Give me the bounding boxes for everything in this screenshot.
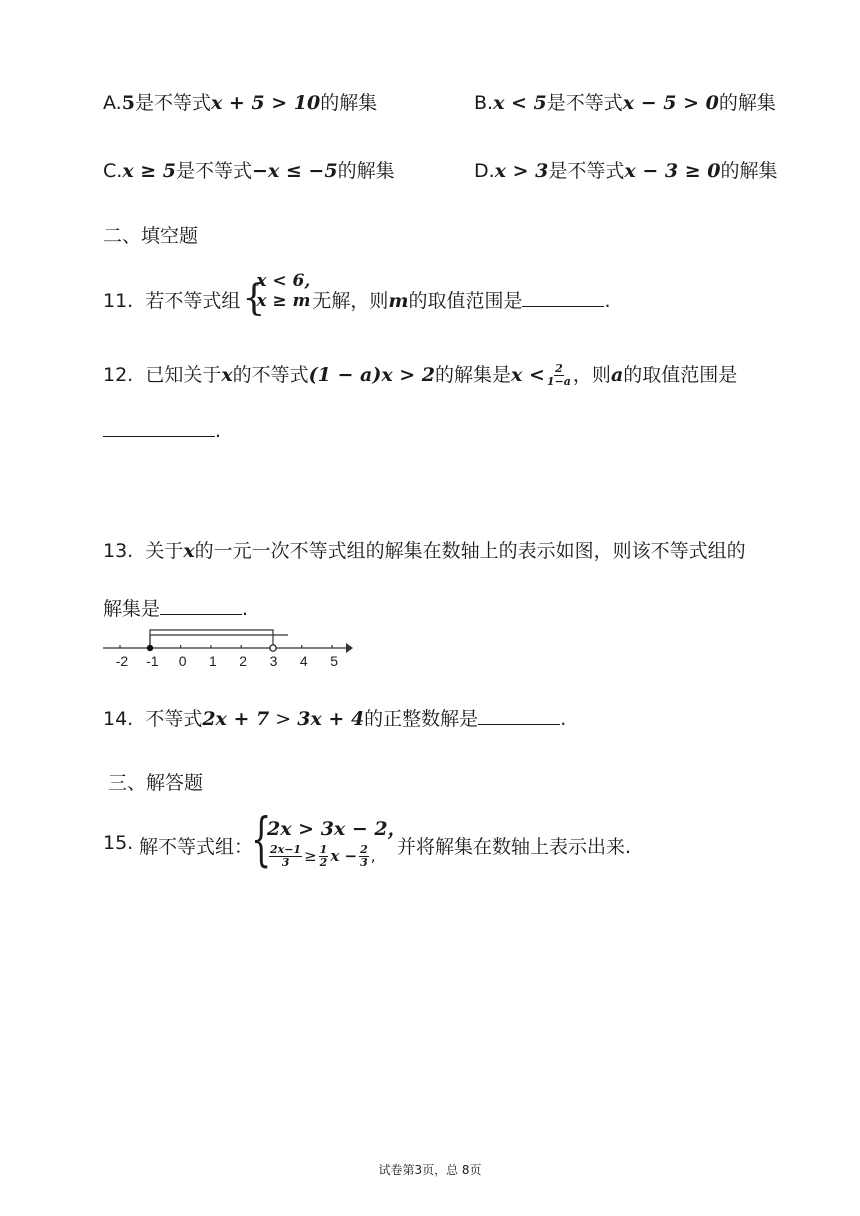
tick-label: 1 — [209, 653, 217, 669]
tick-label: 5 — [330, 653, 338, 669]
equation-system: { x < 6, x ≥ m — [242, 270, 311, 319]
option-b: B.x < 5是不等式x − 5 > 0的解集 — [474, 92, 776, 114]
fraction: $\frac{2}{1-a}$ — [546, 362, 571, 388]
question-13: 13. 关于x的一元一次不等式组的解集在数轴上的表示如图，则该不等式组的 — [103, 540, 746, 562]
section-heading-answer: 三、解答题 — [108, 772, 204, 794]
brace-icon: { — [242, 277, 266, 319]
question-12: 12. 已知关于x的不等式(1 − a)x > 2的解集是x < $\frac{2}{1-a}$ ，则a的取值范围是 — [103, 362, 738, 388]
option-a: A.5是不等式x + 5 > 10的解集 — [103, 92, 378, 114]
question-14: 14. 不等式2x + 7 > 3x + 4的正整数解是 . — [103, 708, 567, 730]
tick-labels — [116, 653, 338, 669]
tick-label: -1 — [146, 653, 159, 669]
tick-label: 4 — [299, 653, 308, 669]
answer-blank[interactable] — [103, 418, 215, 437]
number-line-figure — [100, 626, 360, 672]
answer-blank[interactable] — [522, 288, 604, 307]
tick-label: 3 — [269, 653, 278, 669]
answer-blank[interactable] — [478, 706, 560, 725]
question-13-line2: 解集是 . — [103, 598, 249, 620]
section-heading-fill: 二、填空题 — [103, 225, 199, 247]
question-12-answer: . — [103, 418, 221, 442]
option-c: C.x ≥ 5是不等式−x ≤ −5的解集 — [103, 160, 395, 182]
answer-blank[interactable] — [160, 596, 242, 615]
tick-label: -2 — [115, 653, 129, 669]
tick-label: 0 — [178, 653, 187, 669]
tick-label: 2 — [239, 653, 248, 669]
axis-arrow-icon — [346, 643, 353, 653]
brace-icon: { — [251, 805, 272, 873]
open-point — [270, 645, 276, 651]
solid-point — [147, 645, 153, 651]
option-d: D.x > 3是不等式x − 3 ≥ 0的解集 — [474, 160, 778, 182]
question-11: 11. 若不等式组 { x < 6, x ≥ m 无解，则m的取值范围是 . — [103, 281, 611, 321]
equation-2: $\frac{2x-1}{3}$ ≥ $\frac{1}{2}$ x − $\frac{2}{3}$ , — [270, 843, 376, 869]
page-footer: 试卷第3页，总 8页 — [378, 1163, 482, 1177]
